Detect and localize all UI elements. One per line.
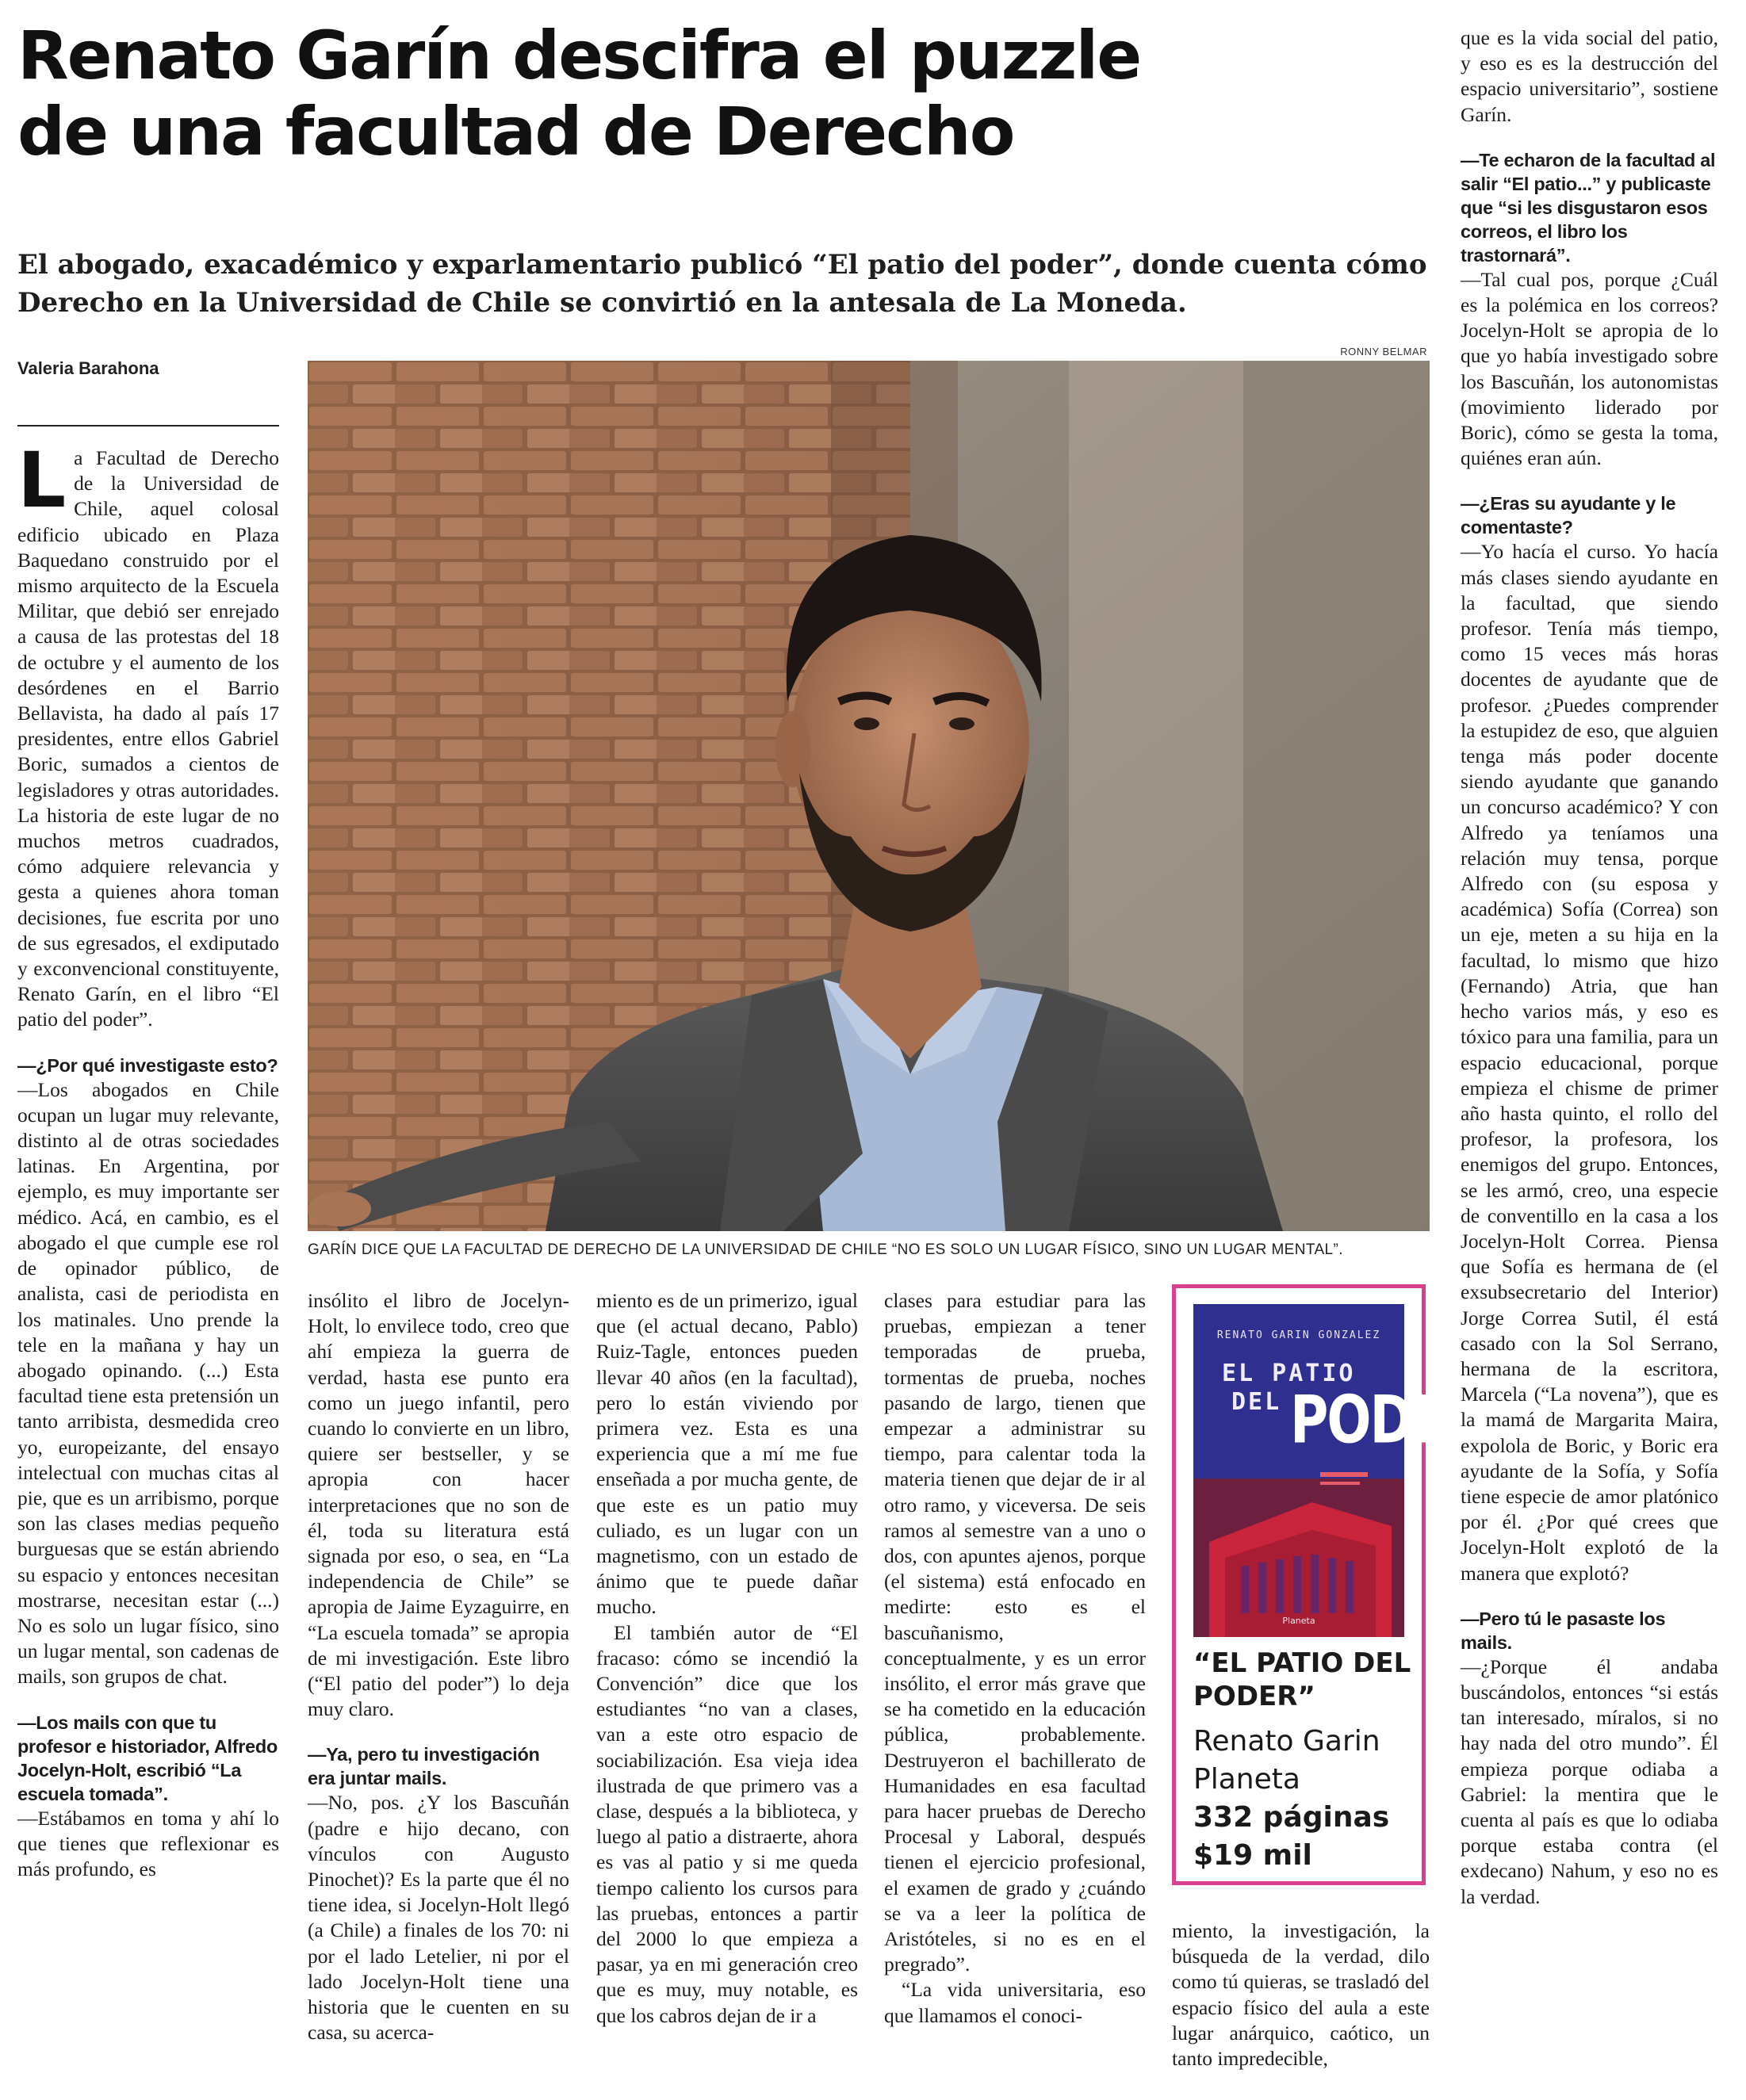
interview-question: —Ya, pero tu investigación era juntar mails. [308,1744,540,1789]
interview-answer: —Los abogados en Chile ocupan un lugar muy relevante, distinto al de otras sociedades latinas. En Argentina, por ejemplo, es muy importante ser médico. Acá, en cambio, es el abogado el que cumple ese rol de opinador público, de analista, casi de periodista en los matinales. Uno prende la tele en la mañana y hay un abogado opinando. (...) Esta facultad tiene esta pretensión un tanto arribista, desmedida creo yo, europeizante, del ensayo intelectual con muchas citas al pie, que es un arribismo, porque son las clases medias pequeño burguesas que se están abriendo su espacio y entonces necesitan mostrarse, necesitan estar (...) No es solo un lugar físico, sino un lugar mental, son cadenas de mails, son grupos de chat. [17,1077,279,1689]
interview-question: —Te echaron de la facultad al salir “El patio...” y publicaste que “si les disgustaron esos correos, el libro los trastornará”. [1461,149,1716,266]
portrait-photo [308,361,1430,1231]
article-paragraph: El también autor de “El fracaso: cómo se incendió la Convención” dice que los estudiantes “no van a clases, van a este otro espacio de sociabilización. Esa vieja idea ilustrada de que primero vas a clase, después a la biblioteca, y luego al patio a distraerte, ahora es vas al patio y si me queda tiempo caliento los cursos para las pruebas, entonces a partir del 2000 lo que empieza a pasar, ya en mi generación creo que es muy, muy notable, es que los cabros dejan de ir a [596,1620,858,2027]
lead-text: a Facultad de Derecho de la Universidad de Chile, aquel colosal edificio ubicado en Plaza Baquedano construido por el mismo arquitecto de la Escuela Militar, que debió ser enrejado a causa de las protestas del 18 de octubre y el aumento de los desórdenes en el Barrio Bellavista, ha dado al país 17 presidentes, entre ellos Gabriel Boric, sumados a cientos de legisladores y otras autoridades. La historia de este lugar de no muchos metros cuadrados, cómo adquiere relevancia y gesta a quienes ahora toman decisiones, fue escrita por uno de sus egresados, el exdiputado y exconvencional constituyente, Renato Garín, en el libro “El patio del poder”. [17,446,279,1031]
publisher-logo: Planeta [1282,1616,1315,1626]
interview-question: —Los mails con que tu profesor e historiador, Alfredo Jocelyn-Holt, escribió “La escuela tomada”. [17,1712,278,1804]
cover-title-large: PODER [1290,1382,1485,1459]
article-paragraph: “La vida universitaria, eso que llamamos el conoci- [884,1978,1146,2027]
article-paragraph-continued: clases para estudiar para las pruebas, empiezan a tener temporadas de prueba, tormentas de prueba, noches pasando de largo, tienen que empezar a administrar su tiempo, para calentar toda la materia tienen que dejar de ir al otro ramo, y viceversa. De seis ramos al semestre van a uno o dos, con apuntes ajenos, porque (el sistema) está enfocado en medirte: esto es el bascuñanismo, conceptualmente, y es un error insólito, el error más grave que se ha cometido en la educación pública, probablemente. Destruyeron el bachillerato de Humanidades en esa facultad para hacer pruebas de Derecho Procesal y Laboral, después tienen el ejercicio profesional, el examen de grado y ¿cuándo se va a leer la política de Aristóteles, si no es en el pregrado”. [884,1289,1146,1976]
interview-question: —¿Por qué investigaste esto? [17,1054,278,1076]
book-price: $19 mil [1193,1839,1312,1872]
article-column-5 [1172,1918,1430,2081]
article-column-4 [884,1288,1146,2065]
deck-subtitle [17,246,1429,322]
interview-answer: —¿Porque él andaba buscándolos, entonces “si estás tan interesado, míralos, si no hay nada del otro mundo”. Él empieza porque odiaba a Gabriel: la mentira que le cuenta al país es que lo odiaba porque estaba contra (el exdecano) Nahum, y eso no es la verdad. [1461,1654,1718,1908]
article-paragraph-continued: miento, la investigación, la búsqueda de la verdad, dilo como tú quieras, se trasladó del espacio físico del aula a este lugar anárquico, caótico, un tanto impredecible, [1172,1919,1430,2071]
interview-question: —Pero tú le pasaste los mails. [1461,1608,1666,1653]
cover-title: DEL [1231,1388,1282,1416]
cover-title: EL PATIO [1222,1360,1356,1387]
book-author: Renato Garin [1193,1725,1380,1758]
interview-answer-continued: miento es de un primerizo, igual que (el actual decano, Pablo) Ruiz-Tagle, entonces pueden llevar 40 años (en la facultad), pero lo están viviendo por primera vez. Esta es una experiencia que a mí me fue enseñada a por mucha gente, de que este es un patio muy culiado, es un lugar con un magnetismo, con un estado de ánimo que te puede dañar mucho. [596,1289,858,1619]
headline-line: de una facultad de Derecho [17,93,1014,170]
article-column-3 [596,1288,858,2081]
book-publisher: Planeta [1193,1763,1300,1796]
interview-question: —¿Eras su ayudante y le comentaste? [1461,493,1676,538]
article-column-2 [308,1288,569,2081]
cover-author: RENATO GARIN GONZALEZ [1216,1329,1381,1341]
book-info-box [1172,1284,1485,1885]
book-cover [1193,1304,1485,1637]
book-details [1193,1723,1415,1875]
drop-cap: L [17,436,67,525]
headline [17,17,1445,170]
headline-line: Renato Garín descifra el puzzle [17,17,1141,94]
article-column-1 [17,436,279,2079]
deck-line: El abogado, exacadémico y exparlamentario publicó “El patio del poder”, donde cuenta cómo [17,249,1427,281]
article-column-6 [1461,25,1718,2083]
deck-line: Derecho en la Universidad de Chile se convirtió en la antesala de La Moneda. [17,287,1187,319]
byline: Valeria Barahona [17,358,279,427]
book-title: “EL PATIO DEL PODER” [1193,1647,1411,1712]
interview-answer: —Yo hacía el curso. Yo hacía más clases siendo ayudante en la facultad, que siendo profesor. Tenía más tiempo, como 15 veces más horas docentes de ayudante que de profesor. ¿Puedes comprender la estupidez de eso, que alguien tenga más poder docente siendo ayudante que ganando un concurso académico? Y con Alfredo ya teníamos una relación muy tensa, porque Alfredo con (su esposa y académica) Sofía (Correa) son un eje, meten a su hija en la facultad, lo mismo que hizo (Fernando) Atria, que han hecho varios más, y eso es tóxico para una familia, para un espacio educacional, porque empieza el chisme de primer año hasta quinto, el rollo del profesor, la profesora, los enemigos del grupo. Entonces, se les armó, creo, una especie de conventillo en la casa a los Jocelyn-Holt Correa. Piensa que Sofía es hermana de (el exsubsecretario del Interior) Jorge Correa Sutil, él está casado con la Sol Serrano, hermana de la escritora, Marcela (“La novena”), que es la mamá de Margarita Maira, expolola de Boric, y Boric era ayudante de la Sofía, y Sofía tiene especie de amor platónico por él. ¿Por qué crees que Jocelyn-Holt explotó de la manera que explotó? [1461,540,1718,1585]
interview-answer: —No, pos. ¿Y los Bascuñán (padre e hijo decano, con vínculos con Augusto Pinochet)? Es la parte que él no tiene idea, si Jocelyn-Holt llegó (a Chile) a finales de los 70: ni por el lado Letelier, ni por el lado Jocelyn-Holt tiene una historia que le cuenten en su casa, su acerca- [308,1791,569,2045]
photo-credit: RONNY BELMAR [1340,346,1427,358]
interview-answer: —Estábamos en toma y ahí lo que tienes que reflexionar es más profundo, es [17,1806,279,1880]
photo-caption: GARÍN DICE QUE LA FACULTAD DE DERECHO DE LA UNIVERSIDAD DE CHILE “NO ES SOLO UN LUGAR FÍSICO, SINO UN LUGAR MENTAL”. [308,1241,1343,1258]
book-pages: 332 páginas [1193,1801,1390,1834]
interview-answer: —Tal cual pos, porque ¿Cuál es la polémica en los correos? Jocelyn-Holt se apropia de lo que yo había investigado sobre los Bascuñán, los autonomistas (movimiento liderado por Boric), cómo se gesta la toma, quiénes eran aún. [1461,267,1718,470]
lead-paragraph [17,436,279,1033]
article-paragraph-continued: que es la vida social del patio, y eso es es la destrucción del espacio universitario”, sostiene Garín. [1461,26,1718,126]
interview-answer-continued: insólito el libro de Jocelyn-Holt, lo envilece todo, creo que ahí empieza la guerra de verdad, hasta ese punto era como un juego infantil, pero cuando lo convierte en un libro, quiere ser bestseller, y se apropia con hacer interpretaciones que no son de él, toda su literatura está signada por eso, o sea, en “La independencia de Chile” se apropia de Jaime Eyzaguirre, en “La escuela tomada” se apropia de mi investigación. Este libro (“El patio del poder”) lo deja muy claro. [308,1289,569,1721]
